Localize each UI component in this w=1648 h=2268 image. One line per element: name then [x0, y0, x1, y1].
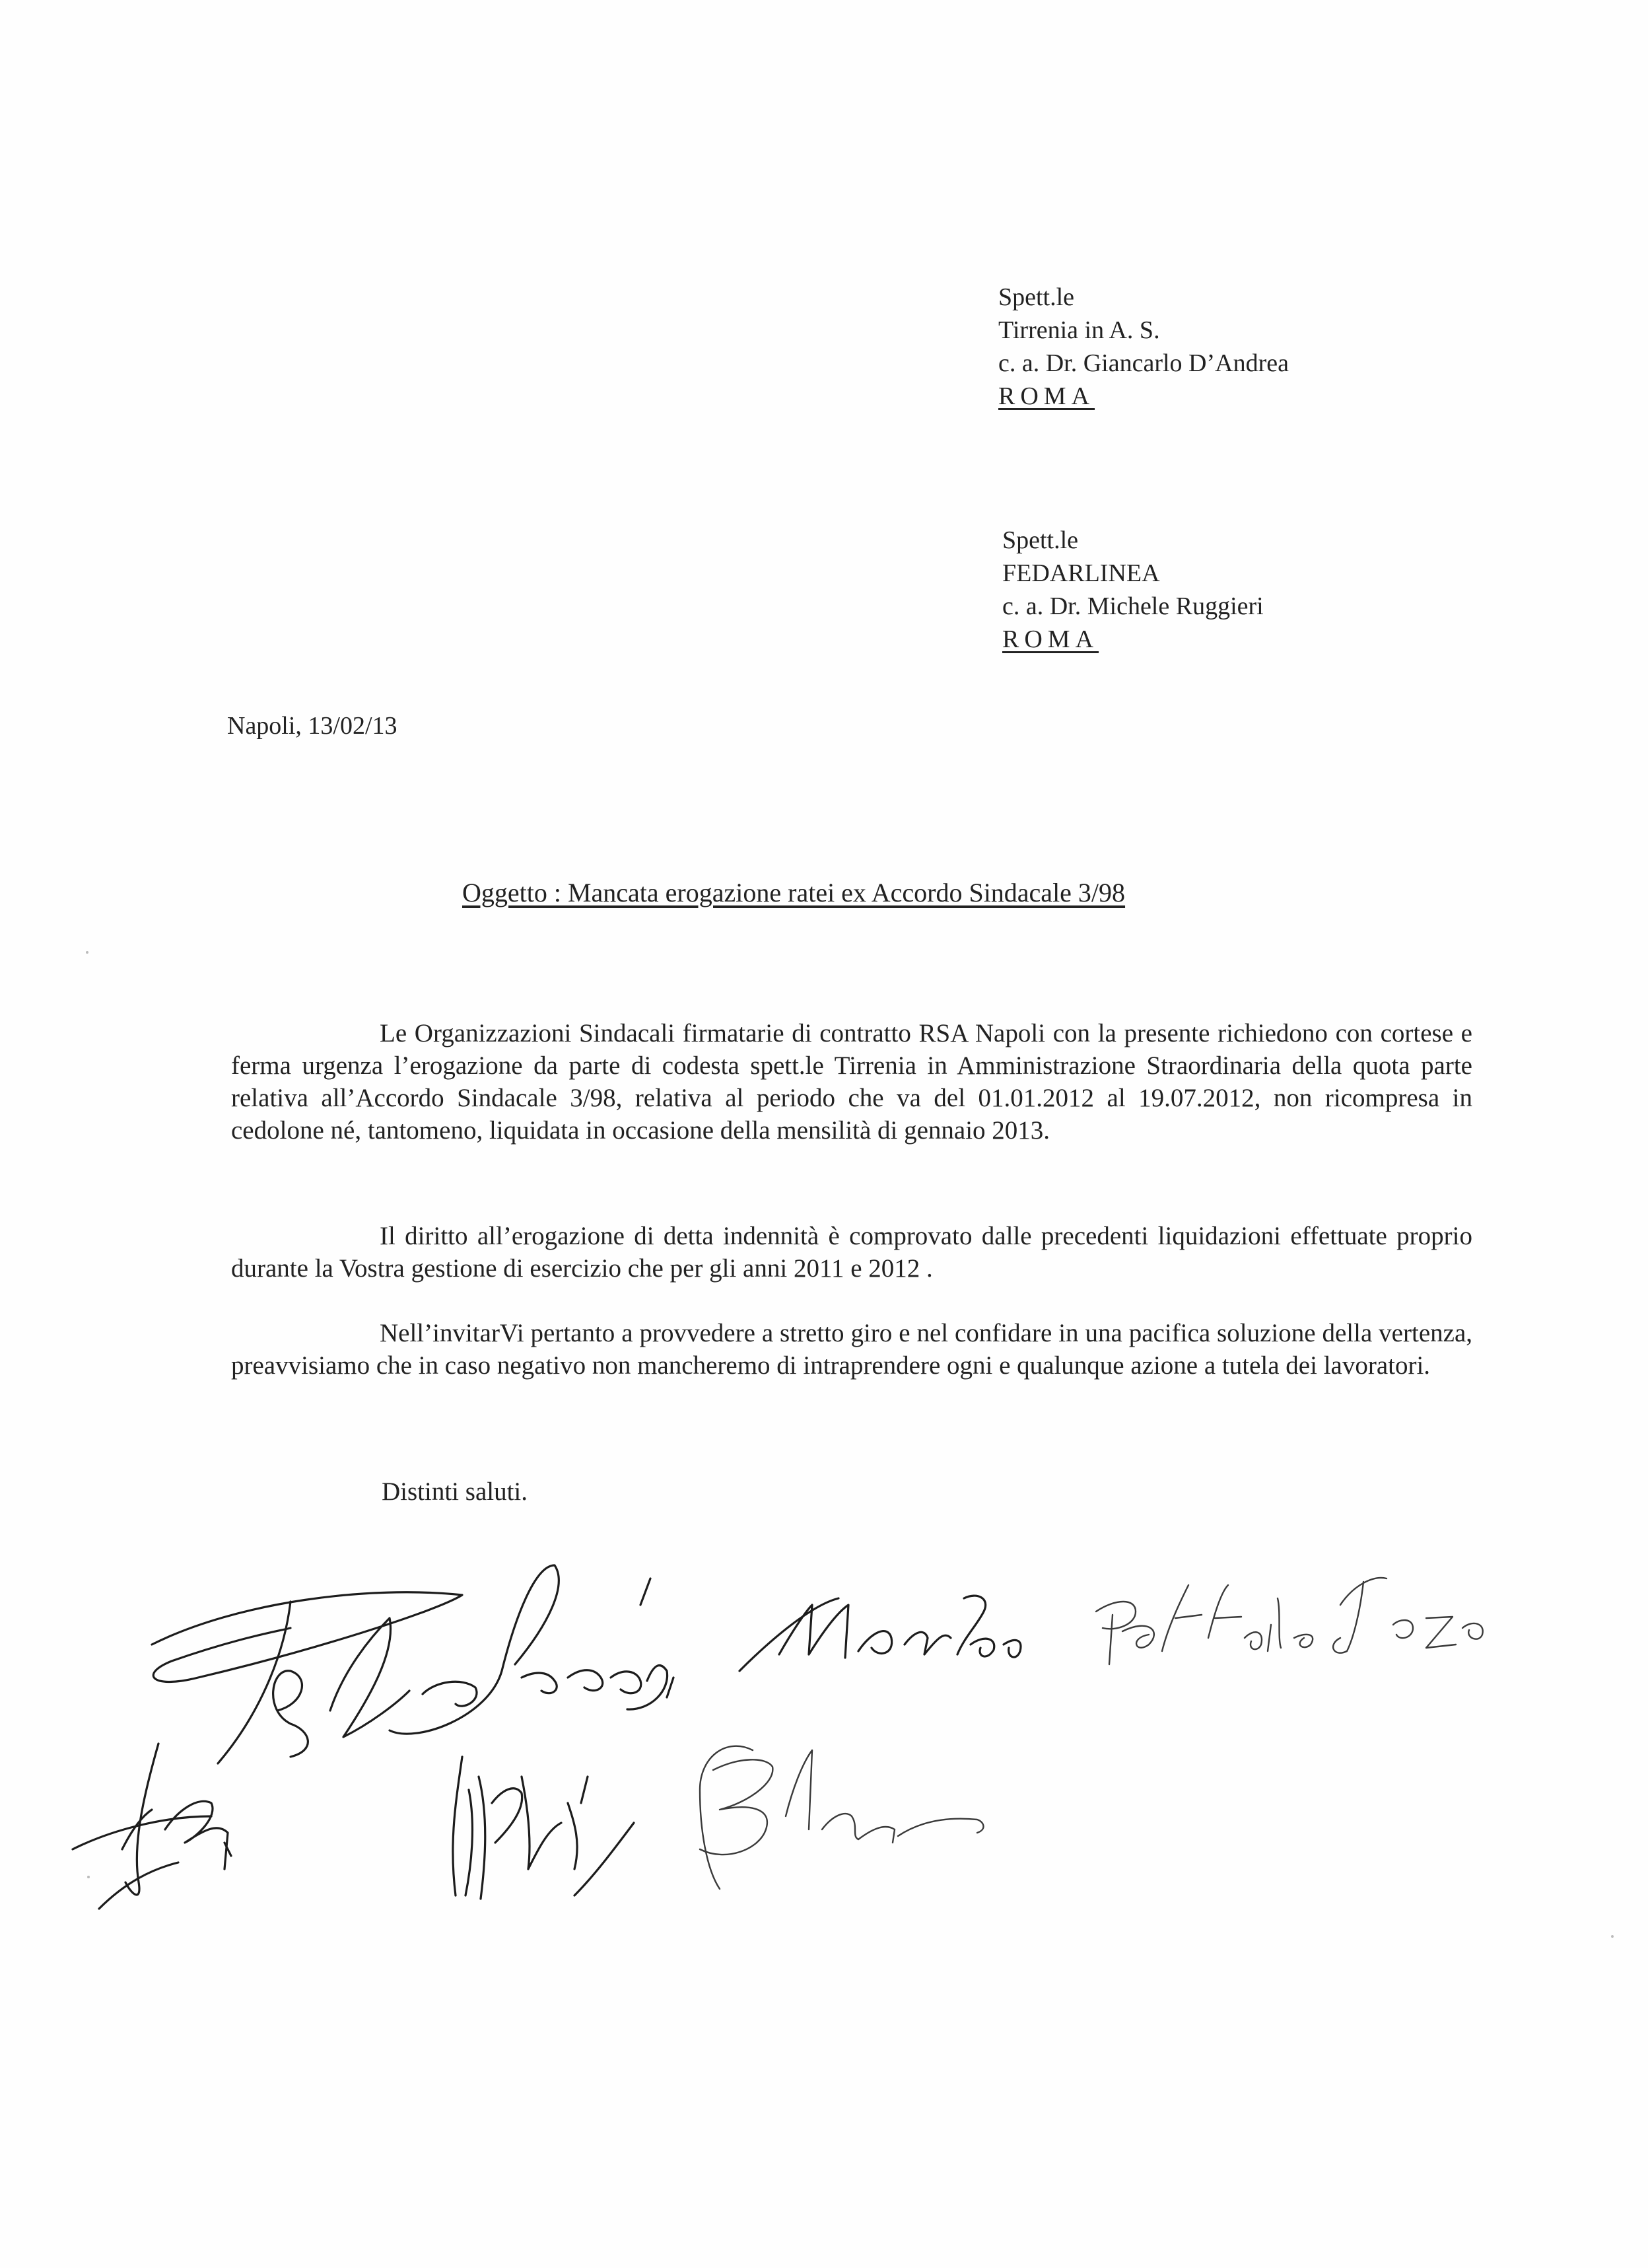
recipient-city: ROMA: [998, 382, 1095, 410]
signature-2: [739, 1596, 1021, 1671]
recipient-organization: FEDARLINEA: [1002, 559, 1160, 587]
paragraph-text: Le Organizzazioni Sindacali firmatarie di contratto RSA Napoli con la presente richiedono con cortese e ferma urgenza l’erogazione da parte di codesta spett.le Tirrenia in Amministrazione Straordinaria della quota parte relativa all’Accordo Sindacale 3/98, relativa al periodo che va del 01.01.2012 al 19.07.2012, non ricompresa in cedolone né, tantomeno, liquidata in occasione della mensilità di gennaio 2013.: [231, 1019, 1472, 1145]
signature-3: [1096, 1578, 1483, 1664]
paragraph-text: Il diritto all’erogazione di detta indennità è comprovato dalle precedenti liquidazioni effettuate proprio durante la Vostra gestione di esercizio che per gli anni 2011 e 2012 .: [231, 1222, 1472, 1283]
scan-speck: [87, 1876, 90, 1878]
subject-line: [462, 876, 1125, 909]
subject-text: Oggetto : Mancata erogazione ratei ex Accordo Sindacale 3/98: [462, 878, 1126, 907]
body-paragraph-3: [231, 1317, 1472, 1382]
signature-6: [700, 1746, 983, 1889]
recipient-attention: c. a. Dr. Michele Ruggieri: [1002, 592, 1264, 620]
recipient-salutation: Spett.le: [998, 283, 1075, 311]
place-date: Napoli, 13/02/13: [227, 712, 397, 740]
recipient-block-2: [1002, 524, 1264, 656]
closing-salutation: Distinti saluti.: [382, 1477, 528, 1506]
recipient-salutation: Spett.le: [1002, 526, 1079, 554]
body-paragraph-2: [231, 1220, 1472, 1285]
body-paragraph-1: [231, 1017, 1472, 1147]
signature-1: [152, 1565, 673, 1763]
scan-speck: [86, 951, 88, 954]
recipient-block-1: [998, 281, 1289, 413]
paragraph-text: Nell’invitarVi pertanto a provvedere a stretto giro e nel confidare in una pacifica soluzione della vertenza, preavvisiamo che in caso negativo non mancheremo di intraprendere ogni e qualunque azione a tutela dei lavoratori.: [231, 1319, 1472, 1380]
signature-5: [453, 1757, 634, 1899]
signature-4: [73, 1744, 231, 1909]
signature-area: [0, 1539, 1648, 1948]
recipient-city: ROMA: [1002, 625, 1099, 653]
recipient-organization: Tirrenia in A. S.: [998, 316, 1160, 344]
scan-speck: [1611, 1935, 1614, 1938]
signatures-drawing: [0, 1539, 1648, 1948]
recipient-attention: c. a. Dr. Giancarlo D’Andrea: [998, 349, 1289, 377]
